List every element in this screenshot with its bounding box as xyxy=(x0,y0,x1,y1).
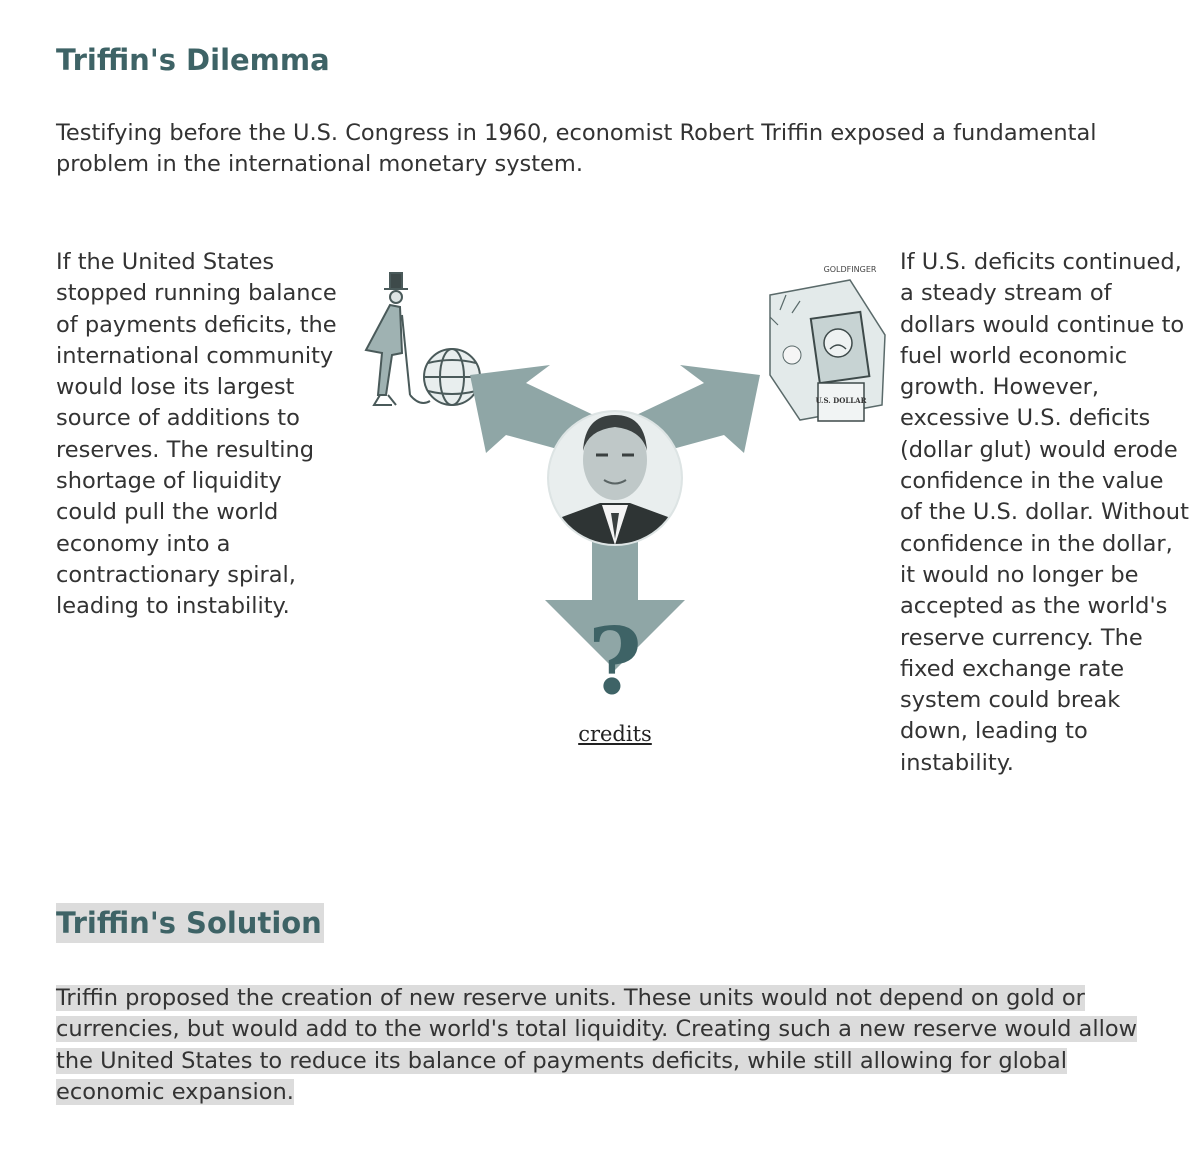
credits-link[interactable]: credits xyxy=(578,722,652,746)
dollar-label: U.S. DOLLAR xyxy=(815,396,867,405)
solution-heading: Triffin's Solution xyxy=(56,903,324,943)
right-scenario-text: If U.S. deficits continued, a steady stream of dollars would continue to fuel world economic growth. However, excessive U.S. deficits (dollar glut) would erode confidence in the value of the U.S. dollar. Without confidence in the dollar, it would no longer be accepted as the world's reserve currency. The fixed exchange rate system could break down, leading to instability. xyxy=(900,249,1189,776)
goldfinger-dollar-illustration xyxy=(770,265,885,421)
solution-paragraph xyxy=(56,983,1176,1108)
question-mark: ? xyxy=(588,607,642,715)
page-title: Triffin's Dilemma xyxy=(56,43,330,77)
triffin-dilemma-diagram xyxy=(330,255,900,715)
solution-text: Triffin proposed the creation of new reserve units. These units would not depend on gold or currencies, but would add to the world's total liquidity. Creating such a new reserve would allow the United States to reduce its balance of payments deficits, while still allowing for global economic expansion. xyxy=(56,985,1137,1105)
goldfinger-caption: GOLDFINGER xyxy=(823,265,877,274)
uncle-sam-globe-illustration xyxy=(366,273,480,405)
left-scenario-text: If the United States stopped running balance of payments deficits, the international community would lose its largest source of additions to reserves. The resulting shortage of liquidity could pull the world economy into a contractionary spiral, leading to instability. xyxy=(56,249,337,620)
intro-paragraph: Testifying before the U.S. Congress in 1960, economist Robert Triffin exposed a fundamental problem in the international monetary system. xyxy=(56,120,1097,178)
robert-triffin-portrait xyxy=(547,410,683,555)
